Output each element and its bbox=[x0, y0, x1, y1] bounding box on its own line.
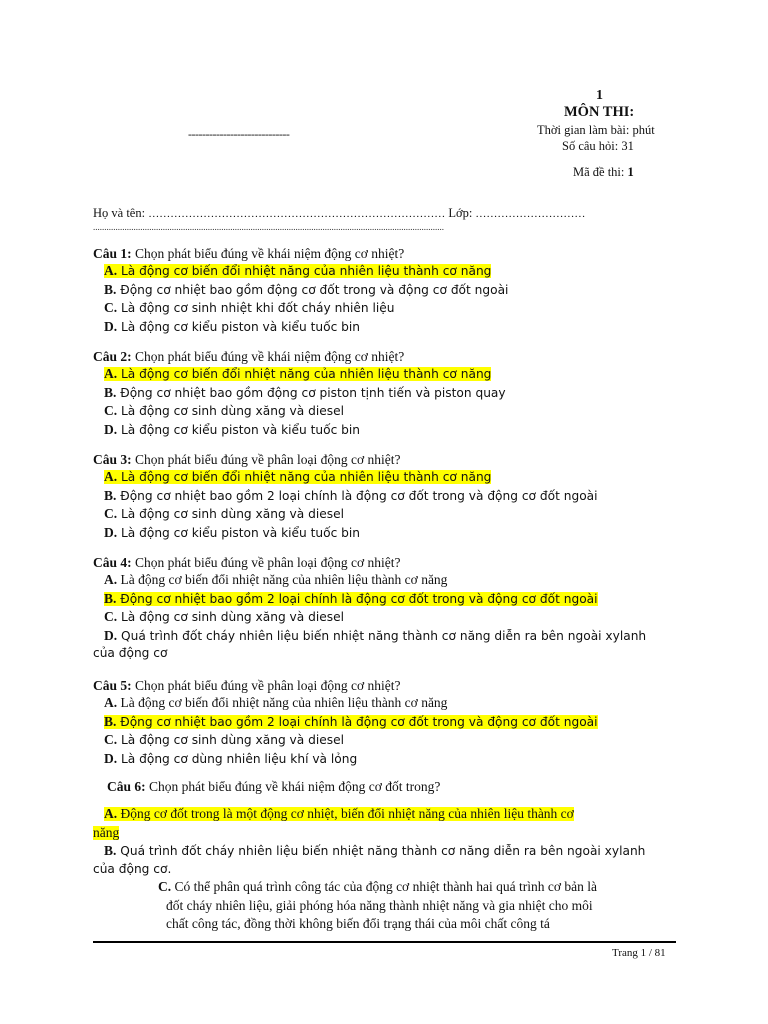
option-c[interactable]: C. Có thể phân quá trình công tác của động cơ nhiệt thành hai quá trình cơ bản là bbox=[158, 879, 598, 894]
question-number: Câu 6: bbox=[107, 779, 146, 794]
class-field[interactable]: ………………………… bbox=[475, 208, 586, 220]
option-d[interactable]: D. Quá trình đốt cháy nhiên liệu biến nhiệt năng thành cơ năng diễn ra bên ngoài xylanh bbox=[104, 627, 647, 643]
question-4 bbox=[93, 555, 683, 663]
option-b-continued: của động cơ. bbox=[93, 861, 172, 876]
option-c[interactable]: C. Là động cơ sinh dùng xăng và diesel bbox=[104, 403, 344, 418]
question-1 bbox=[93, 246, 683, 336]
option-c[interactable]: C. Là động cơ sinh dùng xăng và diesel bbox=[104, 609, 344, 624]
question-title bbox=[93, 779, 683, 795]
name-label: Họ và tên: bbox=[93, 206, 149, 220]
option-c[interactable]: C. Là động cơ sinh nhiệt khi đốt cháy nhiên liệu bbox=[104, 300, 395, 315]
question-3 bbox=[93, 452, 683, 542]
option-a[interactable]: A. Là động cơ biến đổi nhiệt năng của nhiên liệu thành cơ năng bbox=[104, 366, 492, 381]
time-label: Thời gian làm bài: phút bbox=[537, 123, 655, 137]
question-number: Câu 1: bbox=[93, 246, 132, 261]
question-number: Câu 5: bbox=[93, 678, 132, 693]
name-field[interactable]: ……………………………………………………………………… bbox=[148, 208, 446, 220]
question-number: Câu 3: bbox=[93, 452, 132, 467]
option-b[interactable]: B. Động cơ nhiệt bao gồm động cơ piston tịnh tiến và piston quay bbox=[104, 384, 506, 400]
option-a[interactable]: A. Là động cơ biến đổi nhiệt năng của nhiên liệu thành cơ năng bbox=[104, 469, 492, 484]
option-d[interactable]: D. Là động cơ kiểu piston và kiểu tuốc bin bbox=[104, 524, 361, 540]
option-a[interactable]: A. Là động cơ biến đổi nhiệt năng của nhiên liệu thành cơ năng bbox=[104, 263, 492, 278]
student-name-row bbox=[93, 206, 673, 221]
subject-title: MÔN THI: bbox=[564, 104, 635, 120]
question-text: Chọn phát biểu đúng về phân loại động cơ nhiệt? bbox=[131, 555, 401, 570]
exam-code-value: 1 bbox=[627, 165, 634, 179]
option-a-continued: năng bbox=[93, 824, 120, 840]
question-count: Số câu hỏi: 31 bbox=[562, 139, 634, 153]
question-title bbox=[93, 452, 683, 468]
question-title bbox=[93, 349, 683, 365]
option-b[interactable]: B. Động cơ nhiệt bao gồm động cơ đốt trong và động cơ đốt ngoài bbox=[104, 281, 509, 297]
left-dash-line: ----------------------------- bbox=[188, 127, 290, 141]
question-number: Câu 4: bbox=[93, 555, 132, 570]
question-text: Chọn phát biểu đúng về khái niệm động cơ đốt trong? bbox=[145, 779, 441, 794]
footer-rule bbox=[93, 941, 676, 943]
page-footer: Trang 1 / 81 bbox=[612, 947, 666, 959]
option-d-continued: của động cơ bbox=[93, 646, 168, 660]
option-b[interactable]: B. Quá trình đốt cháy nhiên liệu biến nhiệt năng thành cơ năng diễn ra bên ngoài xylanh bbox=[104, 843, 646, 858]
option-c-continued-1: đốt cháy nhiên liệu, giải phóng hóa năng thành nhiệt năng và gia nhiệt cho môi bbox=[166, 897, 593, 913]
question-6 bbox=[93, 779, 683, 934]
option-c[interactable]: C. Là động cơ sinh dùng xăng và diesel bbox=[104, 506, 344, 521]
option-c-continued-2: chất công tác, đồng thời không biến đổi trạng thái của môi chất công tá bbox=[166, 916, 550, 931]
option-a[interactable]: A. Là động cơ biến đổi nhiệt năng của nhiên liệu thành cơ năng bbox=[104, 572, 448, 587]
question-title bbox=[93, 678, 683, 694]
question-title bbox=[93, 246, 683, 262]
option-b[interactable]: B. Động cơ nhiệt bao gồm 2 loại chính là động cơ đốt trong và động cơ đốt ngoài bbox=[104, 590, 598, 606]
option-c[interactable]: C. Là động cơ sinh dùng xăng và diesel bbox=[104, 732, 344, 747]
option-a[interactable]: A. Động cơ đốt trong là một động cơ nhiệt, biến đổi nhiệt năng của nhiên liệu thành cơ bbox=[104, 806, 574, 821]
question-number: Câu 2: bbox=[93, 349, 132, 364]
question-title bbox=[93, 555, 683, 571]
question-text: Chọn phát biểu đúng về khái niệm động cơ nhiệt? bbox=[131, 349, 405, 364]
option-d[interactable]: D. Là động cơ kiểu piston và kiểu tuốc bin bbox=[104, 318, 361, 334]
option-b[interactable]: B. Động cơ nhiệt bao gồm 2 loại chính là động cơ đốt trong và động cơ đốt ngoài bbox=[104, 487, 598, 503]
question-text: Chọn phát biểu đúng về khái niệm động cơ nhiệt? bbox=[131, 246, 405, 261]
option-a[interactable]: A. Là động cơ biến đổi nhiệt năng của nhiên liệu thành cơ năng bbox=[104, 695, 448, 710]
option-d[interactable]: D. Là động cơ dùng nhiên liệu khí và lỏng bbox=[104, 750, 358, 766]
question-2 bbox=[93, 349, 683, 439]
question-text: Chọn phát biểu đúng về phân loại động cơ nhiệt? bbox=[131, 678, 401, 693]
page-number: 1 bbox=[596, 88, 603, 103]
class-label: Lớp: bbox=[445, 206, 476, 220]
exam-code bbox=[573, 165, 634, 180]
option-b[interactable]: B. Động cơ nhiệt bao gồm 2 loại chính là động cơ đốt trong và động cơ đốt ngoài bbox=[104, 713, 598, 729]
question-text: Chọn phát biểu đúng về phân loại động cơ nhiệt? bbox=[131, 452, 401, 467]
option-d[interactable]: D. Là động cơ kiểu piston và kiểu tuốc bin bbox=[104, 421, 361, 437]
extra-dots-line: ............................................................................................................................................................ bbox=[93, 222, 444, 232]
exam-code-label: Mã đề thi: bbox=[573, 165, 628, 179]
question-5 bbox=[93, 678, 683, 768]
